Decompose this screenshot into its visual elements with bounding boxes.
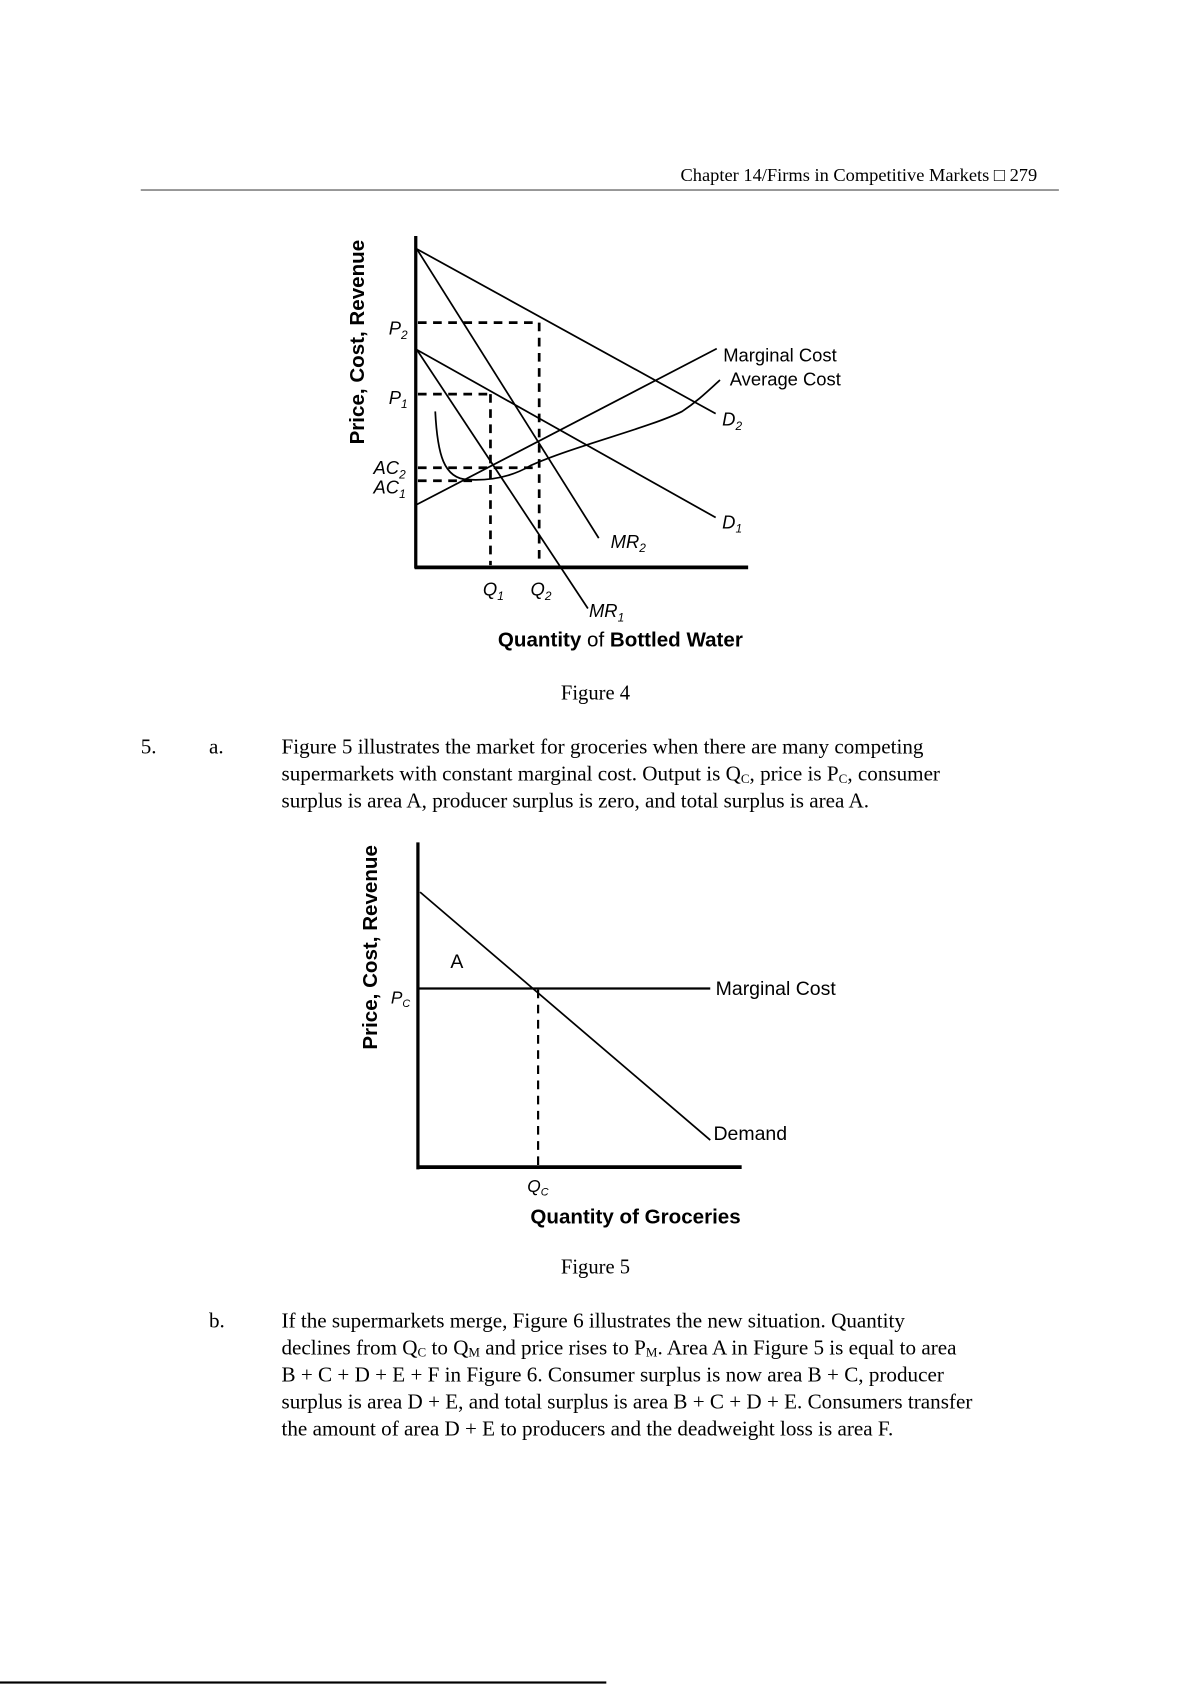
- qc-label: QC: [527, 1176, 549, 1199]
- text-segment: declines from Q: [281, 1337, 418, 1360]
- demand-label: Demand: [713, 1123, 788, 1146]
- figure-4-caption: Figure 4: [560, 682, 631, 705]
- mr2-curve: [417, 249, 599, 538]
- part-a-letter: a.: [208, 736, 224, 759]
- figure-5-caption: Figure 5: [560, 1255, 631, 1279]
- subscript: C: [838, 770, 848, 787]
- text-line: [282, 1335, 973, 1362]
- text-segment: supermarkets with constant marginal cost. Output is Q: [281, 763, 741, 787]
- d2-label: $D_2$: [722, 408, 743, 433]
- text-segment: B + C + D + E + F in Figure 6. Consumer surplus is now area B + C, producer: [281, 1364, 944, 1387]
- average-cost-curve: [435, 380, 720, 480]
- text-line: [282, 761, 940, 788]
- part-b-letter: b.: [208, 1310, 225, 1333]
- figure-4: [0, 0, 1191, 671]
- text-segment: . Area A in Figure 5 is equal to area: [657, 1337, 957, 1360]
- y-axis-title: Price, Cost, Revenue: [345, 239, 369, 445]
- question-number: 5.: [140, 736, 157, 759]
- demand-curve: [420, 892, 710, 1140]
- subscript: M: [468, 1344, 480, 1360]
- demand-2-curve: [417, 249, 716, 414]
- text-segment: surplus is area A, producer surplus is zero, and total surplus is area A.: [281, 790, 870, 814]
- figure-5: [0, 823, 1191, 1234]
- part-b-text: [282, 1308, 973, 1443]
- mr2-label: $MR_2$: [610, 530, 646, 556]
- average-cost-label: Average Cost: [729, 368, 841, 390]
- y-axis-title: Price, Cost, Revenue: [358, 845, 382, 1050]
- subscript: M: [645, 1344, 658, 1360]
- area-a-label: A: [450, 950, 464, 973]
- q1-label: $Q_1$: [482, 578, 504, 603]
- text-segment: surplus is area D + E, and total surplus is area B + C + D + E. Consumers transfer: [281, 1391, 973, 1415]
- subscript: C: [417, 1344, 427, 1360]
- pc-label: PC: [390, 987, 411, 1010]
- x-axis-title: Quantity of Bottled Water: [497, 628, 743, 652]
- p1-label: $P_1$: [388, 386, 408, 412]
- q2-label: $Q_2$: [530, 578, 552, 603]
- text-line: [282, 1308, 973, 1335]
- text-line: [282, 1389, 973, 1416]
- page-edge-rule: [0, 1681, 606, 1683]
- demand-1-curve: [417, 350, 716, 518]
- subscript: C: [740, 770, 750, 787]
- text-line: [282, 1362, 973, 1389]
- part-a-text: [282, 734, 940, 815]
- text-segment: and price rises to P: [479, 1337, 646, 1360]
- d1-label: $D_1$: [722, 511, 743, 536]
- text-segment: Figure 5 illustrates the market for groceries when there are many competing: [281, 736, 924, 759]
- mr1-label: $MR_1$: [588, 600, 625, 625]
- text-segment: If the supermarkets merge, Figure 6 illustrates the new situation. Quantity: [281, 1310, 905, 1333]
- ac2-label: $AC_2$: [373, 457, 406, 482]
- ac1-label: $AC_1$: [373, 476, 406, 502]
- marginal-cost-label: Marginal Cost: [723, 344, 837, 366]
- text-line: [282, 1416, 973, 1443]
- marginal-cost-curve: [417, 349, 717, 505]
- text-segment: , consumer: [847, 763, 940, 787]
- text-line: [282, 788, 940, 815]
- marginal-cost-label: Marginal Cost: [715, 978, 836, 1001]
- text-segment: the amount of area D + E to producers and the deadweight loss is area F.: [281, 1418, 894, 1442]
- running-head: Chapter 14/Firms in Competitive Markets □ 279: [680, 164, 1038, 186]
- x-axis-title: Quantity of Groceries: [530, 1205, 741, 1229]
- p2-label: $P_2$: [388, 317, 408, 342]
- text-line: [282, 734, 940, 761]
- text-segment: , price is P: [749, 763, 839, 787]
- text-segment: to Q: [426, 1337, 469, 1360]
